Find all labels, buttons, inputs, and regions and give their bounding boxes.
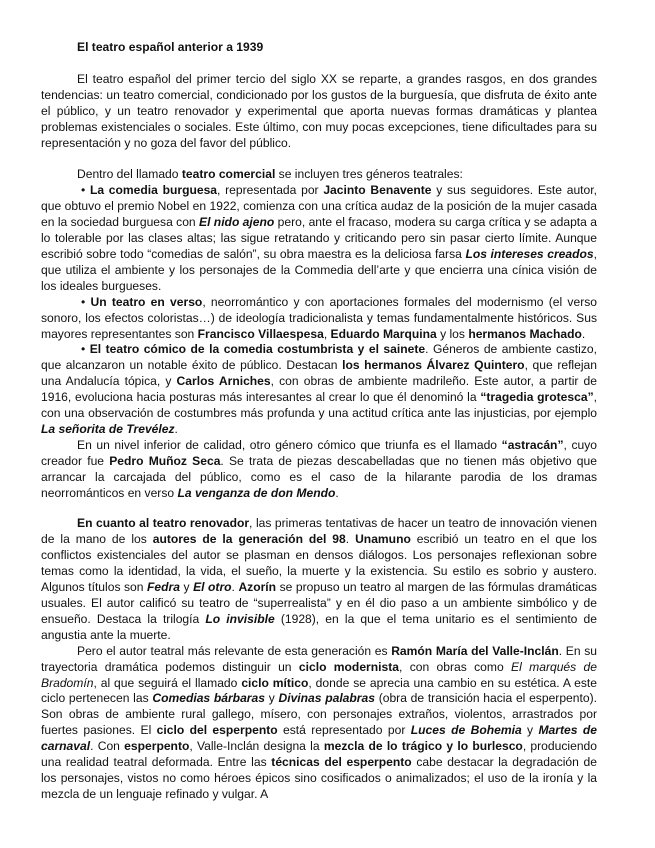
bullet-icon: • xyxy=(81,342,90,357)
comercial-paragraph: Dentro del llamado teatro comercial se incluyen tres géneros teatrales: xyxy=(77,167,463,182)
valle-inclan-paragraph: Pero el autor teatral más relevante de esta generación es Ramón María del Valle-Inclán. En su trayectoria dramática podemos distinguir un ciclo modernista, con obras como El marqués de Bradomín, al que seguirá el llamado ciclo mítico, donde se aprecia una cambio en su estética. A este ciclo pertenecen las Comedias bárbaras y Divinas palabras (obra de transición hacia el esperpento). Son obras de ambiente rural gallego, mísero, con personajes extraños, violentos, arrastrados por fuertes pasiones. El ciclo del esperpento está representado por Luces de Bohemia y Martes de carnaval. Con esperpento, Valle-Inclán designa la mezcla de lo trágico y lo burlesco, produciendo una realidad teatral deformada. Entre las técnicas del esperpento cabe destacar la degradación de los personajes, vistos no como héroes épicos sino cosificados o animalizados; el uso de la ironía y la mezcla de un lenguaje refinado y vulgar. A xyxy=(41,643,598,801)
document-page xyxy=(41,40,597,803)
document-title: El teatro español anterior a 1939 xyxy=(77,40,264,54)
renovador-paragraph: En cuanto al teatro renovador, las primeras tentativas de hacer un teatro de innovación vienen de la mano de los autores de la generación del 98. Unamuno escribió un teatro en el que los conflictos existenciales del autor se plasman en densos diálogos. Los personajes reflexionan sobre temas como la identidad, la vida, el sueño, la muerte y la existencia. Su estilo es sobrio y austero. Algunos títulos son Fedra y El otro. Azorín se propuso un teatro al margen de las fórmulas dramáticas usuales. El autor calificó su teatro de “superrealista” y en él dio paso a un ambiente simbólico y de ensueño. Destaca la trilogía Lo invisible (1928), en la que el tema unitario es el sentimiento de angustia ante la muerte. xyxy=(41,516,598,642)
verso-paragraph: • Un teatro en verso, neorromántico y con aportaciones formales del modernismo (el verso sonoro, los efectos coloristas…) de ideología tradicionalista y temas fundamentalmente históricos. Sus mayores representantes son Francisco Villaespesa, Eduardo Marquina y los hermanos Machado. xyxy=(41,294,597,341)
burguesa-paragraph: • La comedia burguesa, representada por Jacinto Benavente y sus seguidores. Este autor, que obtuvo el premio Nobel en 1922, comienza con una crítica audaz de la posición de la mujer casada en la sociedad burguesa con El nido ajeno pero, ante el fracaso, modera su carga crítica y se adapta a lo tolerable por las clases altas; las sigue retratando y criticando pero sin pasar cierto límite. Aunque escribió sobre todo “comedias de salón”, su obra maestra es la deliciosa farsa Los intereses creados, que utiliza el ambiente y los personajes de la Commedia dell’arte y que encierra una cínica visión de los ideales burgueses. xyxy=(41,183,598,293)
astracan-paragraph: En un nivel inferior de calidad, otro género cómico que triunfa es el llamado “astracán”, cuyo creador fue Pedro Muñoz Seca. Se trata de piezas descabelladas que no tienen más objetivo que arrancar la carcajada del público, como es el caso de la hilarante parodia de los dramas neorrománticos en verso La venganza de don Mendo. xyxy=(41,437,597,500)
bullet-icon: • xyxy=(81,294,91,309)
intro-paragraph: El teatro español del primer tercio del siglo XX se reparte, a grandes rasgos, en dos grandes tendencias: un teatro comercial, condicionado por los gustos de la burguesía, que disfruta de éxito ante el público, y un teatro renovador y experimental que aporta nuevas formas dramáticas y plantea problemas existenciales o sociales. Este último, con muy pocas excepciones, tiene dificultades para su representación y no goza del favor del público. xyxy=(41,71,597,150)
comico-paragraph: • El teatro cómico de la comedia costumbrista y el sainete. Géneros de ambiente castizo, que alcanzaron un notable éxito de público. Destacan los hermanos Álvarez Quintero, que reflejan una Andalucía tópica, y Carlos Arniches, con obras de ambiente madrileño. Este autor, a partir de 1916, evoluciona hacia posturas más interesantes al crear lo que él denominó la “tragedia grotesca”, con una observación de costumbres más profunda y una actitud crítica ante las injusticias, por ejemplo La señorita de Trevélez. xyxy=(41,342,598,436)
bullet-icon: • xyxy=(81,183,90,198)
